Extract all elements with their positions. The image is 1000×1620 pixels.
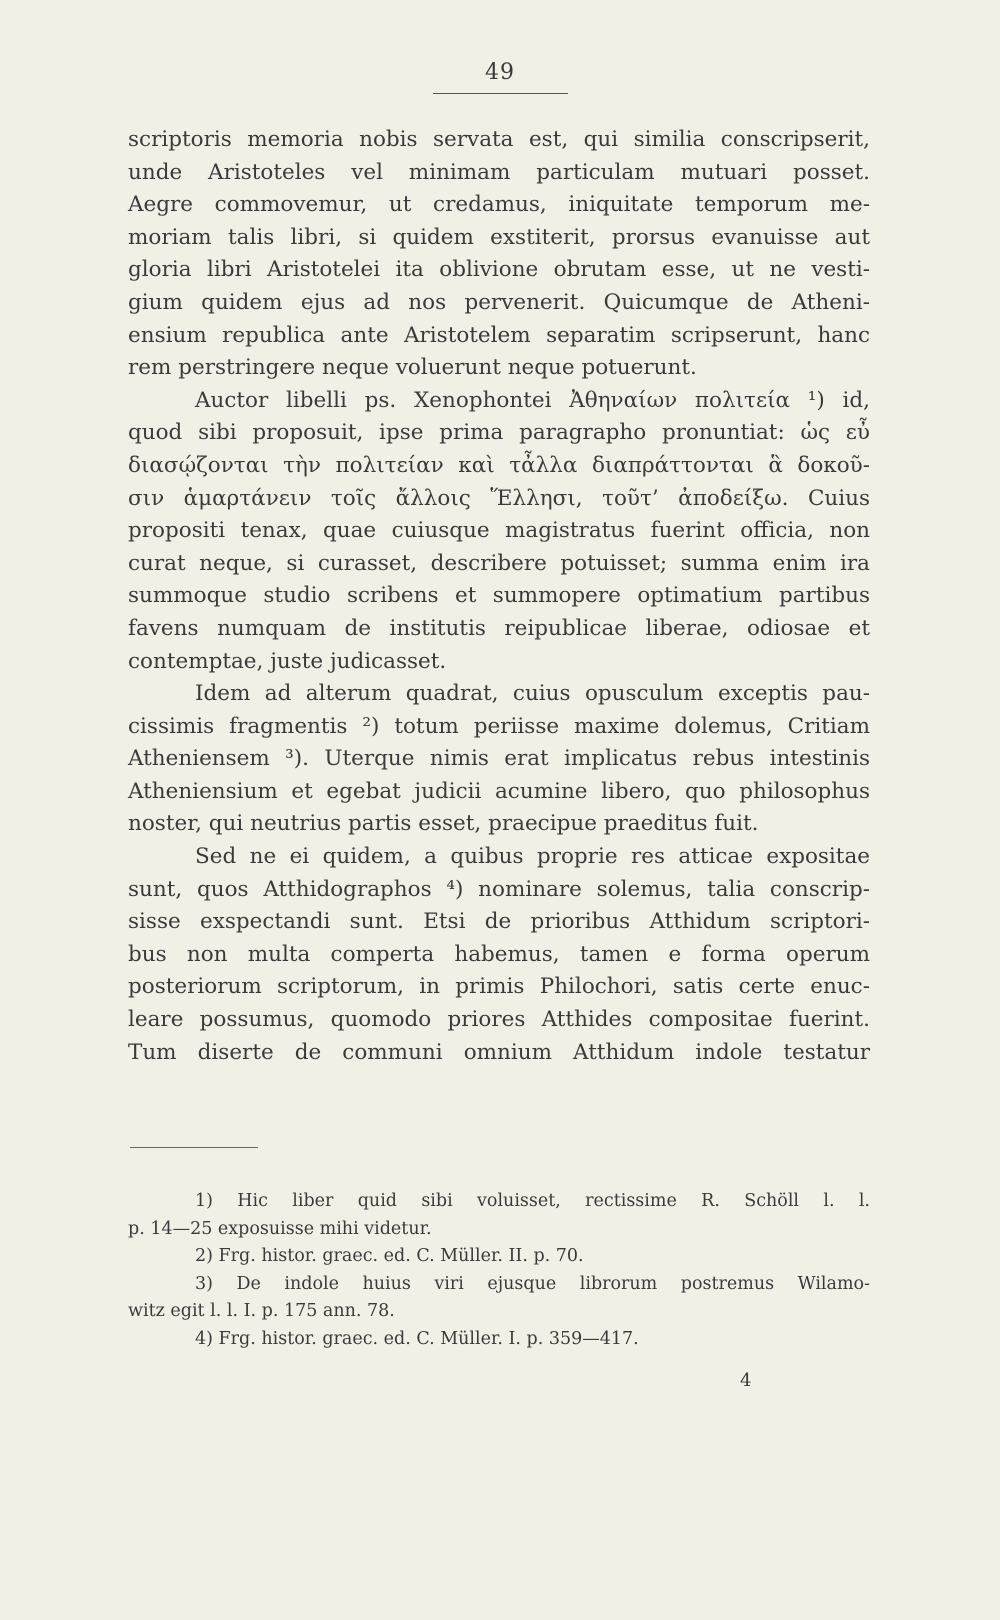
text-line: Idem ad alterum quadrat, cuius opusculum exceptis pau- <box>195 681 870 707</box>
footnote-line: p. 14—25 exposuisse mihi videtur. <box>128 1218 432 1239</box>
text-line: sisse exspectandi sunt. Etsi de prioribus Atthidum scriptori- <box>128 909 870 935</box>
text-line: moriam talis libri, si quidem exstiterit, prorsus evanuisse aut <box>128 224 870 250</box>
text-line: sunt, quos Atthidographos ⁴) nominare solemus, talia conscrip- <box>128 876 870 902</box>
footnote-separator <box>130 1147 258 1148</box>
text-line: Atheniensium et egebat judicii acumine libero, quo philosophus <box>128 778 870 804</box>
text-line: posteriorum scriptorum, in primis Philochori, satis certe enuc- <box>128 974 870 1000</box>
text-line: cissimis fragmentis ²) totum periisse maxime dolemus, Critiam <box>128 713 870 739</box>
text-line: Aegre commovemur, ut credamus, iniquitate temporum me- <box>128 192 870 218</box>
text-line: curat neque, si curasset, describere potuisset; summa enim ira <box>128 550 870 576</box>
footnote-line: 4) Frg. histor. graec. ed. C. Müller. I. p. 359—417. <box>195 1328 639 1349</box>
text-line: summoque studio scribens et summopere optimatium partibus <box>128 583 870 609</box>
signature-mark: 4 <box>740 1370 752 1391</box>
main-text <box>128 124 870 1069</box>
text-line: unde Aristoteles vel minimam particulam mutuari posset. <box>128 159 870 185</box>
text-line: favens numquam de institutis reipublicae liberae, odiosae et <box>128 615 870 641</box>
text-line: rem perstringere neque voluerunt neque potuerunt. <box>128 355 697 381</box>
text-line: quod sibi proposuit, ipse prima paragrapho pronuntiat: ὡς εὖ <box>128 420 870 446</box>
text-line: noster, qui neutrius partis esset, praecipue praeditus fuit. <box>128 811 759 837</box>
text-line: gloria libri Aristotelei ita oblivione obrutam esse, ut ne vesti- <box>128 257 870 283</box>
text-line: σιν ἁμαρτάνειν τοῖς ἄλλοις Ἕλλησι, τοῦτ’ ἀποδείξω. Cuius <box>128 485 870 511</box>
text-line: Auctor libelli ps. Xenophontei Ἀθηναίων πολιτεία ¹) id, <box>195 387 870 413</box>
footnotes <box>128 1188 870 1353</box>
text-line: bus non multa comperta habemus, tamen e forma operum <box>128 941 870 967</box>
footnote-line: 3) De indole huius viri ejusque librorum postremus Wilamo- <box>195 1273 870 1294</box>
header-rule <box>433 93 568 94</box>
footnote-line: 2) Frg. histor. graec. ed. C. Müller. II. p. 70. <box>195 1246 584 1266</box>
text-line: διασῴζονται τὴν πολιτείαν καὶ τἆλλα διαπράττονται ἃ δοκοῦ- <box>128 452 870 478</box>
text-line: Tum diserte de communi omnium Atthidum indole testatur <box>128 1039 870 1065</box>
page-number: 49 <box>485 60 515 85</box>
text-line: propositi tenax, quae cuiusque magistratus fuerint officia, non <box>128 518 870 544</box>
text-line: contemptae, juste judicasset. <box>128 648 447 674</box>
text-line: scriptoris memoria nobis servata est, qui similia conscripserit, <box>128 127 870 152</box>
text-line: leare possumus, quomodo priores Atthides compositae fuerint. <box>128 1007 870 1033</box>
text-line: Sed ne ei quidem, a quibus proprie res atticae expositae <box>195 844 870 870</box>
text-line: Atheniensem ³). Uterque nimis erat implicatus rebus intestinis <box>128 746 870 772</box>
text-line: gium quidem ejus ad nos pervenerit. Quicumque de Atheni- <box>128 289 870 315</box>
text-line: ensium republica ante Aristotelem separatim scripserunt, hanc <box>128 322 870 348</box>
footnote-line: 1) Hic liber quid sibi voluisset, rectissime R. Schöll l. l. <box>195 1191 870 1211</box>
footnote-line: witz egit l. l. I. p. 175 ann. 78. <box>128 1301 395 1321</box>
